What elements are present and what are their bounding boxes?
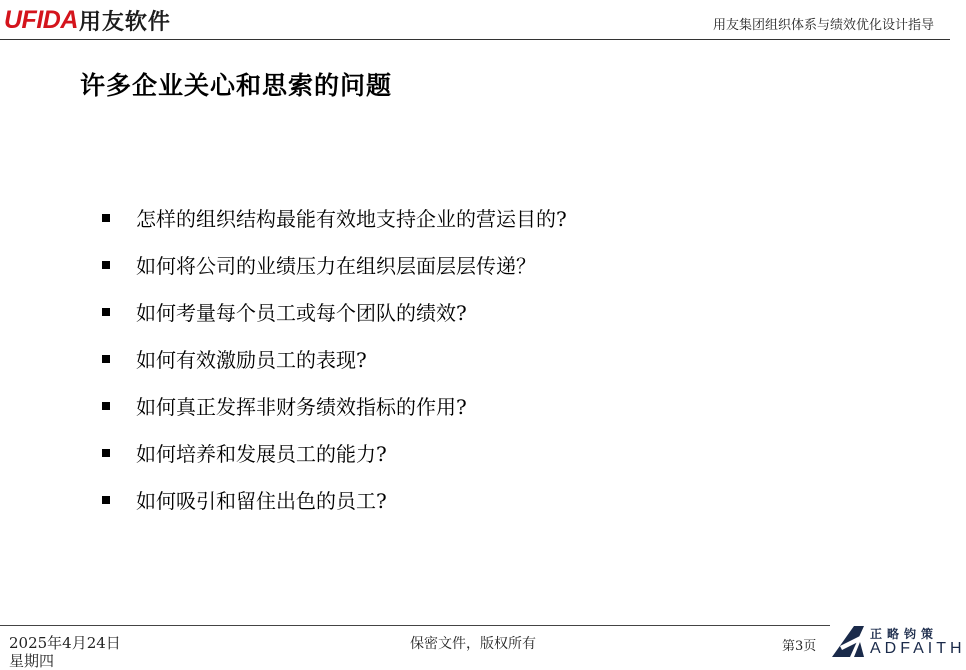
- bullet-text: 如何将公司的业绩压力在组织层面层层传递？: [136, 254, 536, 278]
- bullet-item: [102, 288, 567, 335]
- logo-text: UFIDA: [4, 5, 78, 34]
- bullet-item: [102, 241, 567, 288]
- footer-date-text: 2025年4月24日: [9, 634, 121, 652]
- adfaith-mark-icon: [830, 624, 870, 658]
- slide-title: 许多企业关心和思索的问题: [80, 71, 393, 100]
- bullet-text: 如何有效激励员工的表现?: [136, 348, 367, 372]
- square-bullet-icon: [102, 308, 110, 316]
- page-number: 第3页: [782, 639, 817, 654]
- square-bullet-icon: [102, 214, 110, 222]
- bullet-list: [102, 194, 567, 523]
- brand-cn-text: 正略钧策: [870, 627, 939, 641]
- ufida-logo: [4, 4, 171, 36]
- bullet-item: [102, 429, 567, 476]
- bullet-text: 如何吸引和留住出色的员工?: [136, 489, 387, 513]
- bullet-item: [102, 335, 567, 382]
- bullet-text: 怎样的组织结构最能有效地支持企业的营运目的?: [136, 207, 567, 231]
- footer-weekday-text: 星期四: [9, 652, 55, 670]
- bullet-text: 如何真正发挥非财务绩效指标的作用?: [136, 395, 467, 419]
- square-bullet-icon: [102, 355, 110, 363]
- header-divider: [0, 39, 950, 40]
- bullet-text: 如何培养和发展员工的能力?: [136, 442, 387, 466]
- header-title: 用友集团组织体系与绩效优化设计指导: [712, 18, 934, 33]
- adfaith-logo: [830, 624, 966, 658]
- square-bullet-icon: [102, 402, 110, 410]
- footer-date: [9, 634, 121, 670]
- square-bullet-icon: [102, 261, 110, 269]
- square-bullet-icon: [102, 449, 110, 457]
- bullet-item: [102, 476, 567, 523]
- logo-cn-text: 用友软件: [78, 9, 171, 35]
- bullet-text: 如何考量每个员工或每个团队的绩效?: [136, 301, 467, 325]
- bullet-item: [102, 382, 567, 429]
- brand-en-text: ADFAITH: [870, 640, 966, 657]
- footer-divider: [0, 625, 830, 626]
- confidential-notice: 保密文件，版权所有: [410, 636, 536, 652]
- bullet-item: [102, 194, 567, 241]
- square-bullet-icon: [102, 496, 110, 504]
